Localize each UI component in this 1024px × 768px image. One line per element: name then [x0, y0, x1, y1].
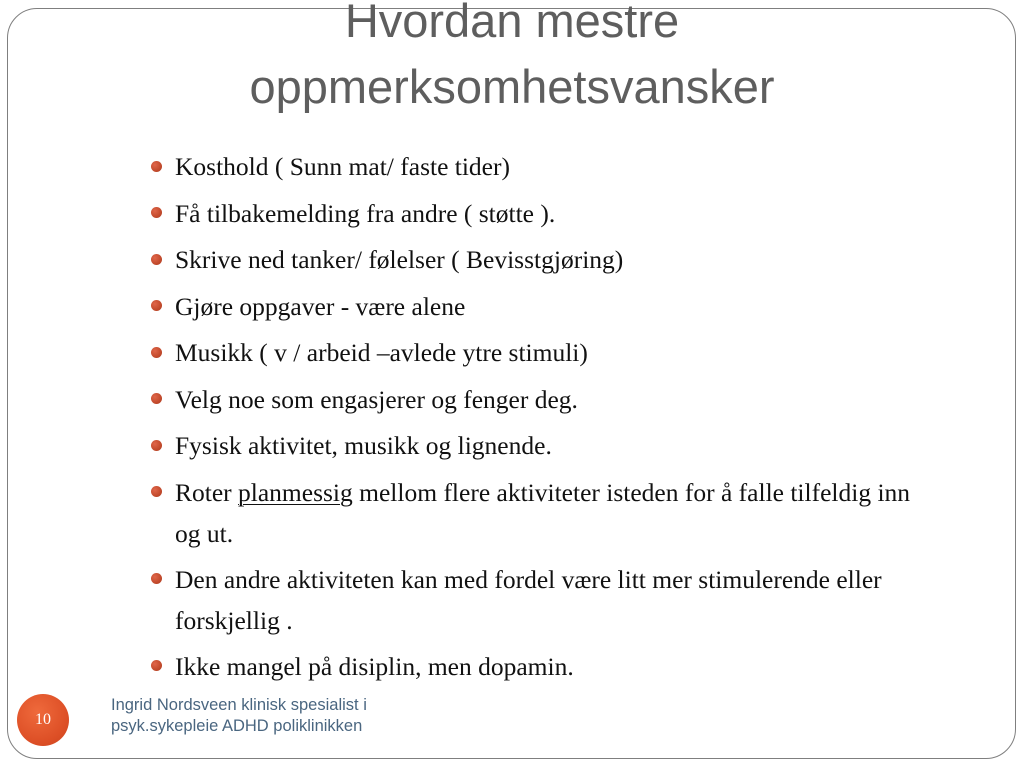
slide-title-line-2: oppmerksomhetsvansker: [249, 60, 775, 113]
bullet-text: Velg noe som engasjerer og fenger deg.: [175, 384, 578, 414]
bullet-text: Gjøre oppgaver - være alene: [175, 291, 466, 321]
slide-title-line-1: Hvordan mestre: [344, 0, 680, 47]
bullet-item: [150, 425, 930, 466]
bullet-text-after: mellom flere aktiviteter isteden for å falle tilfeldig inn og ut.: [175, 477, 911, 548]
bullet-list: [150, 146, 930, 692]
bullet-text: Ikke mangel på disiplin, men dopamin.: [175, 651, 574, 681]
bullet-text: Musikk ( v / arbeid –avlede ytre stimuli): [175, 338, 588, 367]
slide-title: [130, 0, 894, 120]
slide-footer: [111, 695, 441, 737]
bullet-dot-icon: [151, 207, 162, 218]
bullet-item: [150, 472, 930, 554]
bullet-item: [150, 146, 930, 187]
bullet-text: Få tilbakemelding fra andre ( støtte ).: [175, 198, 556, 228]
bullet-dot-icon: [151, 254, 162, 265]
bullet-dot-icon: [151, 300, 162, 311]
bullet-item: [150, 559, 930, 641]
bullet-text: Fysisk aktivitet, musikk og lignende.: [175, 431, 552, 460]
bullet-dot-icon: [151, 486, 162, 497]
bullet-item: [150, 646, 930, 687]
page-number-badge: 10: [17, 694, 69, 746]
bullet-item: [150, 332, 930, 373]
bullet-item: [150, 193, 930, 234]
bullet-text-before: Roter: [175, 477, 239, 507]
footer-line-2: psyk.sykepleie ADHD poliklinikken: [111, 717, 363, 735]
bullet-item: [150, 239, 930, 280]
bullet-text-underlined: planmessig: [238, 477, 353, 507]
bullet-dot-icon: [151, 393, 162, 404]
bullet-dot-icon: [151, 573, 162, 584]
bullet-text: Kosthold ( Sunn mat/ faste tider): [175, 152, 510, 181]
footer-line-1: Ingrid Nordsveen klinisk spesialist i: [111, 696, 367, 714]
bullet-text: Den andre aktiviteten kan med fordel være litt mer stimulerende eller forskjellig .: [175, 564, 882, 635]
bullet-dot-icon: [151, 660, 162, 671]
bullet-item: [150, 286, 930, 327]
bullet-dot-icon: [151, 440, 162, 451]
bullet-text: Skrive ned tanker/ følelser ( Bevisstgjøring): [175, 245, 624, 274]
bullet-dot-icon: [151, 161, 162, 172]
bullet-dot-icon: [151, 347, 162, 358]
bullet-item: [150, 379, 930, 420]
